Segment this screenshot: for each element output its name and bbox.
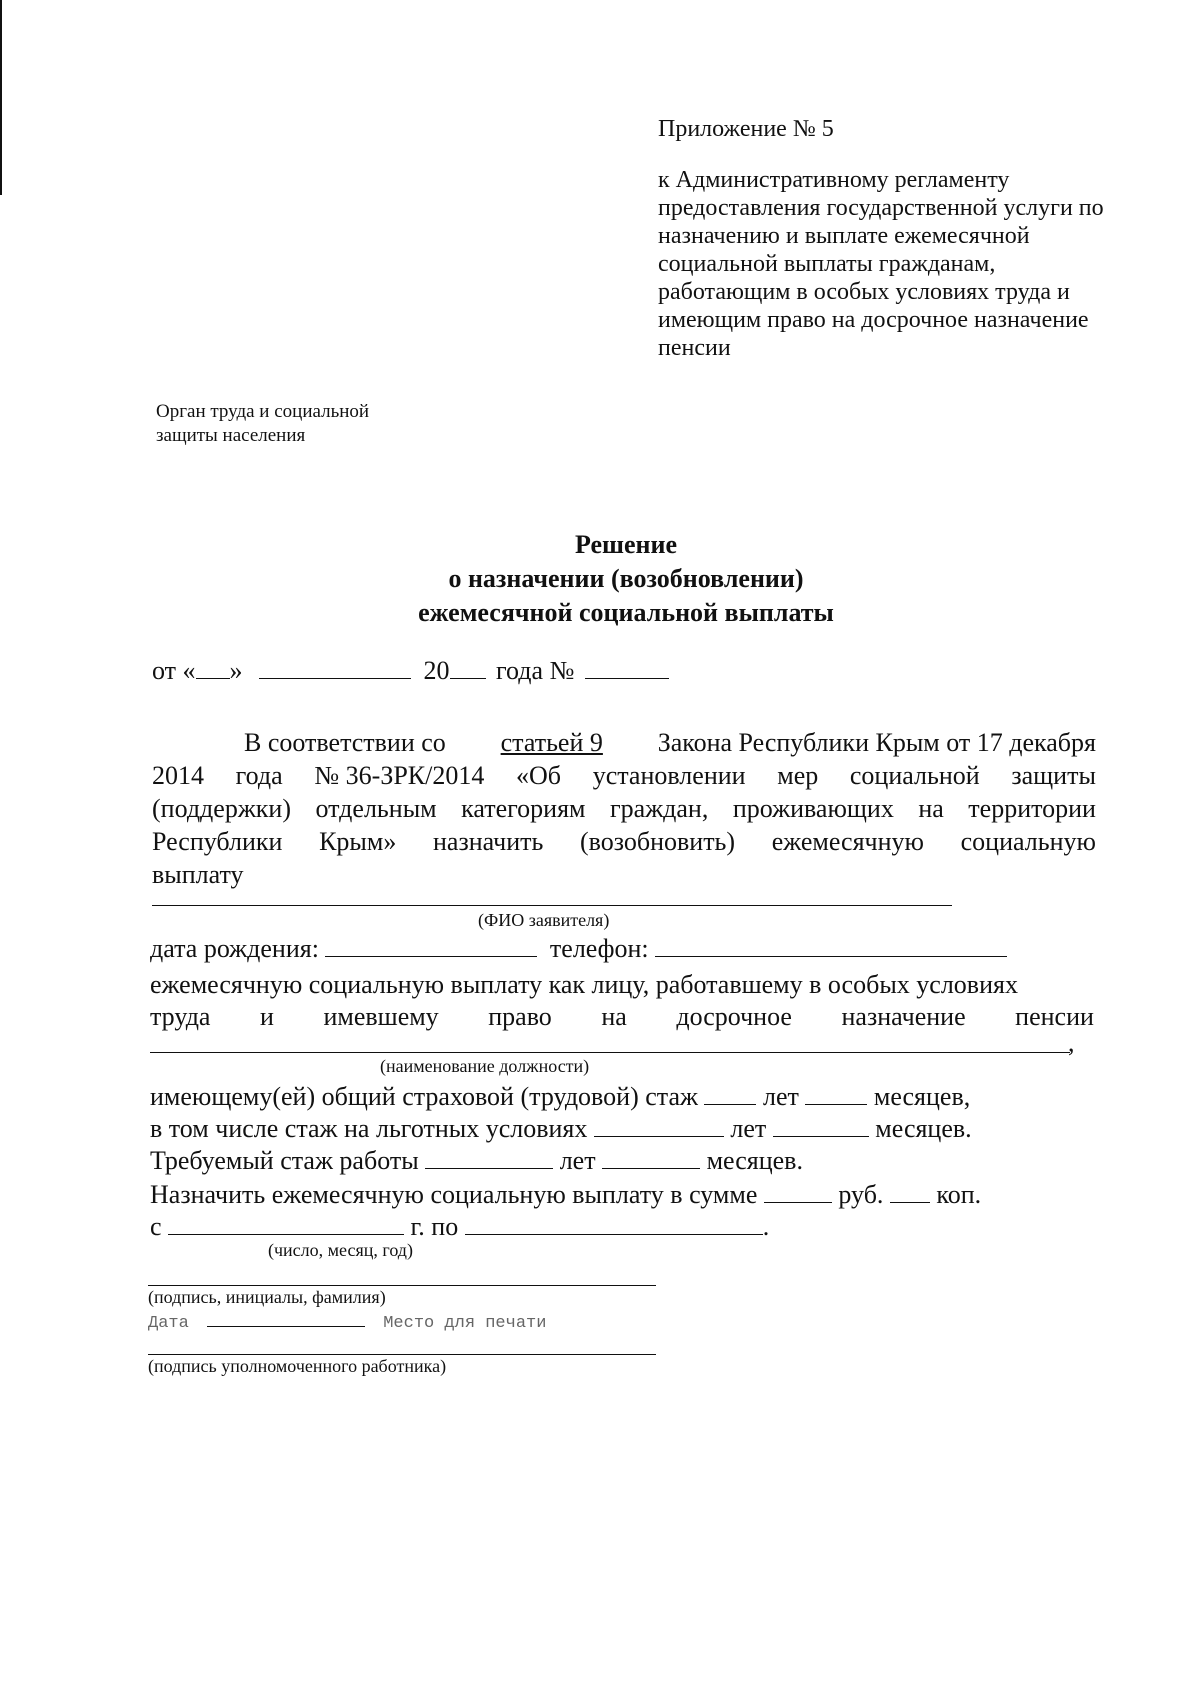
birth-date-label: дата рождения:: [150, 934, 319, 963]
body-word: на: [918, 794, 944, 823]
position-comma: ,: [1068, 1028, 1075, 1057]
months-label: месяцев.: [875, 1114, 972, 1143]
stamp-date-blank[interactable]: [207, 1310, 365, 1327]
stamp-date-label: Дата: [148, 1314, 189, 1333]
body-line-5: выплату: [152, 860, 244, 889]
rub-blank[interactable]: [764, 1180, 832, 1203]
signature-caption: (подпись, инициалы, фамилия): [148, 1287, 386, 1307]
year-prefix: 20: [423, 656, 450, 685]
body-word: ежемесячную: [771, 827, 924, 856]
required-years-blank[interactable]: [425, 1146, 553, 1169]
period-to-blank[interactable]: [465, 1212, 763, 1235]
total-years-blank[interactable]: [704, 1082, 756, 1105]
months-label: месяцев.: [706, 1146, 803, 1175]
issuing-authority-line1: Орган труда и социальной: [156, 401, 370, 422]
amount-line: [150, 1180, 981, 1210]
decision-heading: Решение: [574, 530, 678, 559]
payment-word: досрочное: [676, 1002, 792, 1031]
fio-line[interactable]: [152, 905, 952, 906]
experience-required-line: [150, 1146, 803, 1176]
body-word: установлении: [592, 761, 746, 790]
signature-line[interactable]: [148, 1285, 656, 1286]
body-word: категориям: [461, 794, 586, 823]
period-from-blank[interactable]: [168, 1212, 404, 1235]
payment-word: пенсии: [1015, 1002, 1094, 1031]
payment-line-2: [150, 1002, 1094, 1032]
fio-caption: (ФИО заявителя): [478, 910, 610, 930]
experience-preferential-line: [150, 1114, 972, 1144]
day-blank[interactable]: [196, 656, 230, 679]
body-word: граждан,: [609, 794, 709, 823]
body-line-4: [152, 825, 1096, 858]
required-months-blank[interactable]: [602, 1146, 700, 1169]
article-link[interactable]: статьей 9: [500, 728, 603, 757]
experience-preferential-label: в том числе стаж на льготных условиях: [150, 1114, 588, 1143]
payment-word: на: [601, 1002, 627, 1031]
body-word: Крым»: [319, 827, 397, 856]
scan-edge-mark: [0, 0, 2, 195]
position-line[interactable]: [150, 1052, 1070, 1053]
experience-total-line: [150, 1082, 970, 1112]
kop-label: коп.: [936, 1180, 982, 1209]
body-word: (возобновить): [579, 827, 736, 856]
position-caption: (наименование должности): [380, 1056, 590, 1076]
decision-date-line: [152, 656, 669, 686]
decision-subtitle-2: ежемесячной социальной выплаты: [418, 598, 834, 627]
decision-subtitle-1: о назначении (возобновлении): [448, 564, 804, 593]
worker-signature-line[interactable]: [148, 1354, 656, 1355]
body-line-3: [152, 792, 1096, 825]
body-word: Республики: [152, 827, 283, 856]
birth-date-blank[interactable]: [325, 934, 537, 957]
body-word: отдельным: [315, 794, 437, 823]
body-word: социальной: [849, 761, 980, 790]
body-word: мер: [777, 761, 819, 790]
worker-signature-caption: (подпись уполномоченного работника): [148, 1356, 447, 1376]
date-from-label: от «: [152, 656, 196, 685]
period-line: [150, 1212, 769, 1242]
total-months-blank[interactable]: [805, 1082, 867, 1105]
year-word: года №: [496, 656, 575, 685]
payment-line-1: ежемесячную социальную выплату как лицу, работавшему в особых условиях: [150, 970, 1018, 999]
date-quote-close: »: [229, 656, 243, 685]
period-to-label: г. по: [410, 1212, 459, 1241]
appendix-title: Приложение № 5: [658, 116, 834, 142]
birth-phone-line: [150, 934, 1007, 964]
payment-word: имевшему: [323, 1002, 439, 1031]
decision-title: [0, 528, 1200, 630]
body-word: защиты: [1011, 761, 1096, 790]
period-dot: .: [762, 1212, 770, 1241]
body-word: социальную: [960, 827, 1096, 856]
stamp-line: [148, 1310, 546, 1333]
years-label: лет: [559, 1146, 596, 1175]
decision-body: [152, 726, 1096, 891]
experience-total-label: имеющему(ей) общий страховой (трудовой) стаж: [150, 1082, 698, 1111]
year-blank[interactable]: [450, 656, 486, 679]
preferential-years-blank[interactable]: [594, 1114, 724, 1137]
experience-required-label: Требуемый стаж работы: [150, 1146, 419, 1175]
decision-number-blank[interactable]: [585, 656, 669, 679]
body-line-2: [152, 759, 1096, 792]
body-line-1: [152, 726, 1096, 759]
body-word: «Об: [516, 761, 562, 790]
body-word: № 36-ЗРК/2014: [314, 761, 485, 790]
body-word: назначить: [432, 827, 544, 856]
body-word: года: [235, 761, 283, 790]
issuing-authority-line2: защиты населения: [156, 425, 306, 446]
rub-label: руб.: [838, 1180, 884, 1209]
body-word: 2014: [152, 761, 204, 790]
years-label: лет: [762, 1082, 799, 1111]
body-rest: Закона Республики Крым от 17 декабря: [657, 728, 1096, 757]
payment-word: труда: [150, 1002, 211, 1031]
payment-word: и: [260, 1002, 274, 1031]
body-word: (поддержки): [152, 794, 291, 823]
body-word: территории: [968, 794, 1096, 823]
period-from-label: с: [150, 1212, 162, 1241]
preferential-months-blank[interactable]: [773, 1114, 869, 1137]
body-word: проживающих: [732, 794, 894, 823]
months-label: месяцев,: [873, 1082, 971, 1111]
stamp-place-label: Место для печати: [383, 1314, 547, 1333]
period-caption: (число, месяц, год): [268, 1240, 413, 1260]
month-blank[interactable]: [259, 656, 411, 679]
payment-word: назначение: [841, 1002, 966, 1031]
payment-word: право: [488, 1002, 552, 1031]
amount-label: Назначить ежемесячную социальную выплату в сумме: [150, 1180, 758, 1209]
body-lead: В соответствии со: [244, 728, 446, 757]
regulation-reference: к Административному регламенту предоставления государственной услуги по назначению и выплате ежемесячной социальной выплаты гражданам, работающим в особых условиях труда и имеющим право на досрочное назначение пенсии: [658, 167, 1104, 361]
phone-blank[interactable]: [655, 934, 1007, 957]
kop-blank[interactable]: [890, 1180, 930, 1203]
issuing-authority: [156, 400, 456, 448]
phone-label: телефон:: [549, 934, 649, 963]
years-label: лет: [730, 1114, 767, 1143]
